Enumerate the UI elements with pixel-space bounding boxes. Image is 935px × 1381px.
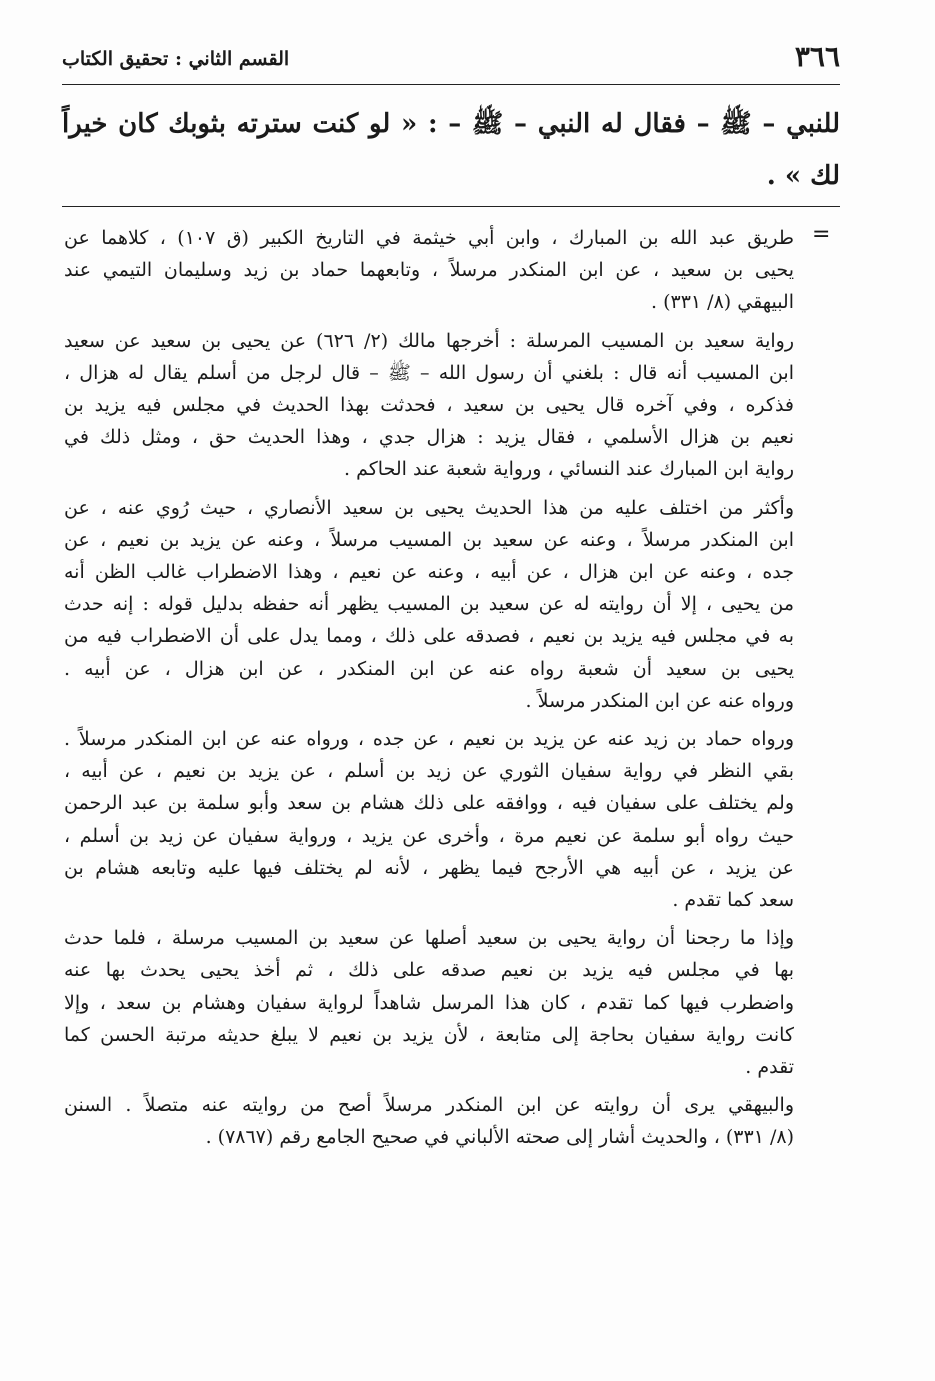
footnote-line: سعد كما تقدم . xyxy=(672,889,794,912)
page-number: ٣٦٦ xyxy=(794,40,840,73)
running-head: القسم الثاني : تحقيق الكتاب xyxy=(62,48,290,70)
footnote-paragraph xyxy=(64,492,794,717)
footnote-line: واضطرب فيها كما تقدم ، كان هذا المرسل شاهداً لرواية سفيان وهشام بن سعد ، وإلا xyxy=(64,991,794,1014)
footnote-line: ورواه عنه عن ابن المنكدر مرسلاً . xyxy=(525,689,794,712)
footnote-line: ابن المسيب أنه قال : بلغني أن رسول الله – ﷺ – قال لرجل من أسلم يقال له هزال ، xyxy=(64,361,794,384)
header-rule xyxy=(62,84,840,85)
footnote-line: رواية ابن المبارك عند النسائي ، ورواية شعبة عند الحاكم . xyxy=(344,458,794,481)
footnote-line: رواية سعيد بن المسيب المرسلة : أخرجها مالك (٢/ ٦٢٦) عن يحيى بن سعيد عن سعيد xyxy=(64,329,794,352)
footnote-paragraph xyxy=(64,1089,794,1153)
footnote-paragraph xyxy=(64,922,794,1083)
footnote-line: والبيهقي يرى أن روايته عن ابن المنكدر مرسلاً أصح من روايته عنه متصلاً . السنن xyxy=(64,1094,794,1117)
footnote-line: طريق عبد الله بن المبارك ، وابن أبي خيثمة في التاريخ الكبير (ق ١٠٧) ، كلاهما عن xyxy=(64,227,794,249)
footnote-line: وإذا ما رجحنا أن رواية يحيى بن سعيد أصلها عن سعيد بن المسيب مرسلة ، فلما حدث xyxy=(64,927,794,950)
footnote-line: بقي النظر في رواية سفيان الثوري عن زيد بن أسلم ، عن يزيد بن نعيم ، عن أبيه ، xyxy=(64,760,794,783)
footnote-rule xyxy=(62,206,840,207)
footnote-line: ابن المنكدر مرسلاً ، وعنه عن سعيد بن المسيب مرسلاً ، وعنه عن يزيد بن نعيم ، عن xyxy=(64,528,794,551)
footnote-line: ورواه حماد بن زيد عنه عن يزيد بن نعيم ، عن جده ، ورواه عنه عن ابن المنكدر مرسلاً . xyxy=(64,728,794,751)
footnote-continuation-marker: = xyxy=(812,222,831,247)
footnote-line: من يحيى ، إلا أن روايته له عن سعيد بن المسيب يظهر أنه حفظه بدليل قوله : إنه حدث xyxy=(64,593,794,616)
footnote-line: كانت رواية سفيان بحاجة إلى متابعة ، لأن يزيد بن نعيم لا يبلغ حديثه مرتبة الحسن كما xyxy=(64,1023,794,1046)
footnote-line: وأكثر من اختلف عليه من هذا الحديث يحيى بن سعيد الأنصاري ، حيث رُوي عنه ، عن xyxy=(64,496,794,519)
footnote-paragraph xyxy=(64,222,794,319)
footnote-line: (٨/ ٣٣١) ، والحديث أشار إلى صحته الألباني في صحيح الجامع رقم (٧٨٦٧) . xyxy=(205,1126,794,1149)
main-text-line: للنبي – ﷺ – فقال له النبي – ﷺ – : « لو كنت سترته بثوبك كان خيراً xyxy=(62,109,840,139)
footnote-line: تقدم . xyxy=(745,1056,794,1079)
footnote-line: به في مجلس فيه يزيد بن نعيم ، فصدقه على ذلك ، ومما يدل على أن الاضطراب فيه من xyxy=(64,625,794,648)
footnote-line: حيث رواه أبو سلمة عن نعيم مرة ، وأخرى عن يزيد ، ورواية سفيان عن زيد بن أسلم ، xyxy=(64,824,794,847)
footnote-paragraph xyxy=(64,723,794,916)
footnote-paragraph xyxy=(64,325,794,486)
footnote-line: فذكره ، وفي آخره قال يحيى بن سعيد ، فحدثت بهذا الحديث في مجلس فيه يزيد بن xyxy=(64,394,794,417)
footnote-line: نعيم بن هزال الأسلمي ، فقال يزيد : هزال جدي ، وهذا الحديث حق ، ومثل ذلك في xyxy=(64,426,794,449)
footnote-line: يحيى بن سعيد ، عن ابن المنكدر مرسلاً ، وتابعهما حماد بن زيد وسليمان التيمي عند xyxy=(64,259,794,282)
footnote-line: يحيى بن سعيد أن شعبة رواه عنه عن ابن المنكدر ، عن ابن هزال ، عن أبيه . xyxy=(64,657,794,680)
page-header xyxy=(62,40,840,84)
main-text-line: لك » . xyxy=(766,161,840,191)
main-text xyxy=(62,98,840,202)
footnotes xyxy=(64,222,794,1160)
footnote-line: جده ، وعنه عن ابن هزال ، عن أبيه ، وعنه عن نعيم ، وهذا الاضطراب غالب الظن أنه xyxy=(64,561,794,584)
footnote-line: بها في مجلس فيه يزيد بن نعيم صدقه على ذلك ، ثم أخذ يحيى يحدث بها عنه xyxy=(64,959,794,982)
footnote-line: ولم يختلف على سفيان فيه ، ووافقه على ذلك هشام بن سعد وأبو سلمة بن عبد الرحمن xyxy=(64,792,794,815)
footnote-line: عن يزيد ، عن أبيه هي الأرجح فيما يظهر ، لأنه لم يختلف فيها عليه وتابعه هشام بن xyxy=(64,856,794,879)
footnote-line: البيهقي (٨/ ٣٣١) . xyxy=(651,291,794,314)
